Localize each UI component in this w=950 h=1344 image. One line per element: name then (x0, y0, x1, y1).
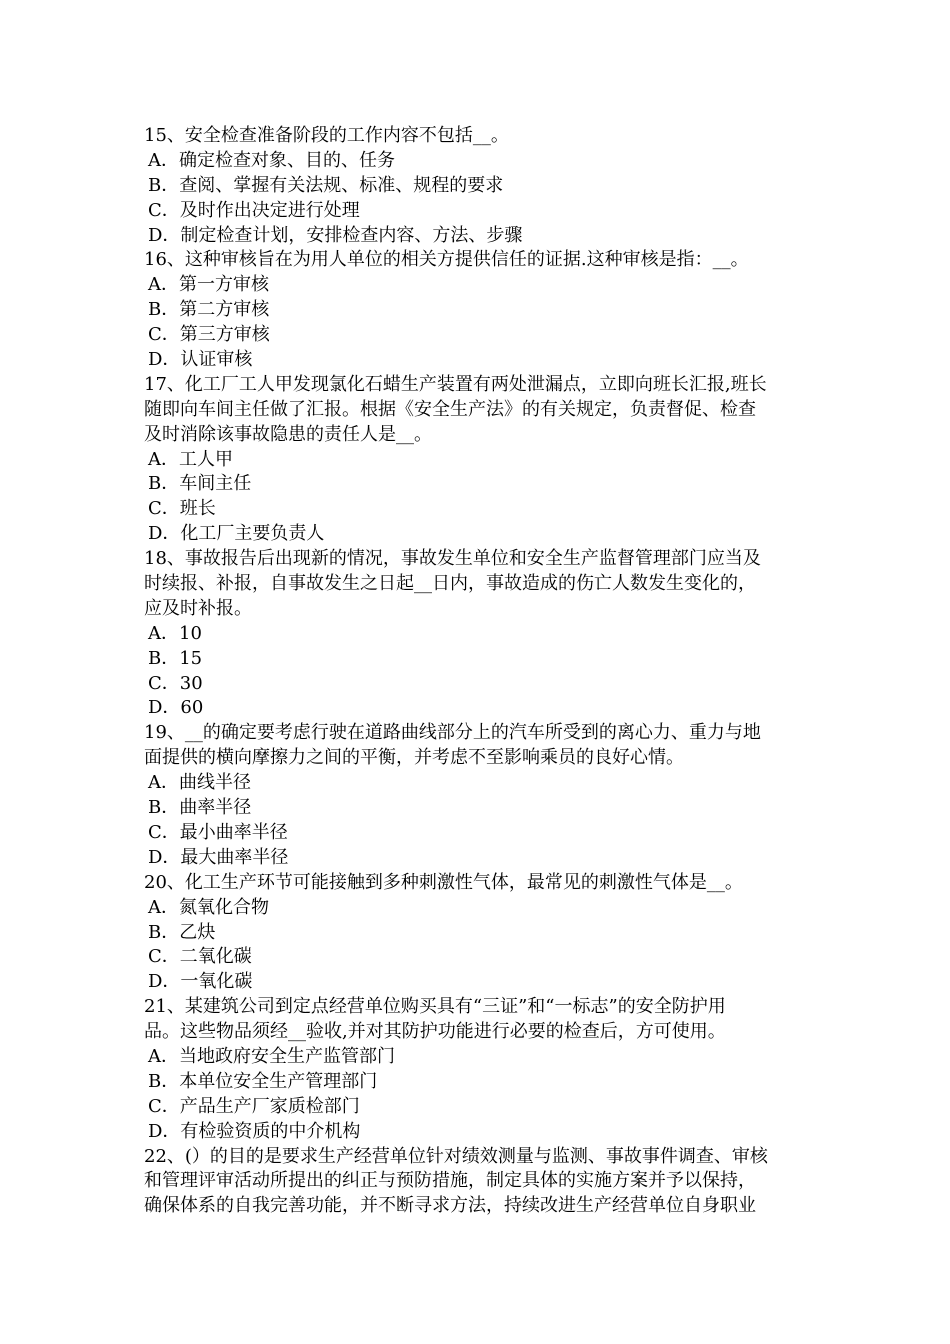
question-text-line: 17、化工厂工人甲发现氯化石蜡生产装置有两处泄漏点，立即向班长汇报,班长 (144, 373, 767, 395)
answer-option: D．化工厂主要负责人 (148, 523, 325, 545)
answer-option: B．车间主任 (148, 473, 252, 495)
answer-option: C．第三方审核 (148, 324, 270, 346)
answer-option: D．60 (148, 697, 204, 719)
question-text-line: 和管理评审活动所提出的纠正与预防措施，制定具体的实施方案并予以保持， (144, 1170, 756, 1192)
answer-option: D．有检验资质的中介机构 (148, 1120, 361, 1142)
answer-option: A．氮氧化合物 (148, 896, 269, 918)
answer-option: A．10 (148, 622, 202, 644)
question-text-line: 19、__的确定要考虑行驶在道路曲线部分上的汽车所受到的离心力、重力与地 (144, 722, 761, 744)
answer-option: B．乙炔 (148, 921, 216, 943)
question-text-line: 22、(）的目的是要求生产经营单位针对绩效测量与监测、事故事件调查、审核 (144, 1145, 768, 1167)
question-text-line: 16、这种审核旨在为用人单位的相关方提供信任的证据.这种审核是指：__。 (144, 249, 749, 271)
document-page (144, 124, 808, 1219)
answer-option: A．第一方审核 (148, 274, 269, 296)
answer-option: B．曲率半径 (148, 797, 252, 819)
question-text-line: 时续报、补报，自事故发生之日起__日内，事故造成的伤亡人数发生变化的， (144, 573, 756, 595)
question-text-line: 15、安全检查准备阶段的工作内容不包括__。 (144, 125, 509, 146)
answer-option: C．30 (148, 672, 203, 694)
answer-option: B．本单位安全生产管理部门 (148, 1070, 378, 1092)
question-text-line: 18、事故报告后出现新的情况，事故发生单位和安全生产监督管理部门应当及 (144, 548, 761, 570)
answer-option: C．班长 (148, 498, 216, 520)
question-text-line: 应及时补报。 (144, 597, 252, 619)
question-text-line: 21、某建筑公司到定点经营单位购买具有“三证”和“一标志”的安全防护用 (144, 996, 726, 1018)
answer-option: D．一氧化碳 (148, 971, 253, 993)
answer-option: D．认证审核 (148, 349, 253, 371)
question-text-line: 确保体系的自我完善功能，并不断寻求方法，持续改进生产经营单位自身职业 (144, 1195, 756, 1217)
question-text-line: 20、化工生产环节可能接触到多种刺激性气体，最常见的刺激性气体是__。 (144, 871, 743, 893)
answer-option: A．工人甲 (148, 448, 233, 470)
question-text-line: 品。这些物品须经__验收,并对其防护功能进行必要的检查后，方可使用。 (144, 1021, 726, 1043)
answer-option: A．曲线半径 (148, 772, 251, 794)
answer-option: B．查阅、掌握有关法规、标准、规程的要求 (148, 174, 504, 196)
answer-option: A．确定检查对象、目的、任务 (148, 149, 395, 171)
answer-option: C．最小曲率半径 (148, 821, 288, 843)
answer-option: C．二氧化碳 (148, 946, 252, 968)
question-text-line: 面提供的横向摩擦力之间的平衡，并考虑不至影响乘员的良好心情。 (144, 747, 684, 769)
answer-option: D．最大曲率半径 (148, 846, 289, 868)
answer-option: B．15 (148, 647, 203, 669)
answer-option: D．制定检查计划，安排检查内容、方法、步骤 (148, 224, 523, 246)
answer-option: A．当地政府安全生产监管部门 (148, 1045, 395, 1067)
question-text-line: 随即向车间主任做了汇报。根据《安全生产法》的有关规定，负责督促、检查 (144, 398, 756, 420)
answer-option: B．第二方审核 (148, 299, 270, 321)
answer-option: C．及时作出决定进行处理 (148, 199, 360, 221)
question-text-line: 及时消除该事故隐患的责任人是__。 (144, 423, 432, 445)
answer-option: C．产品生产厂家质检部门 (148, 1095, 360, 1117)
